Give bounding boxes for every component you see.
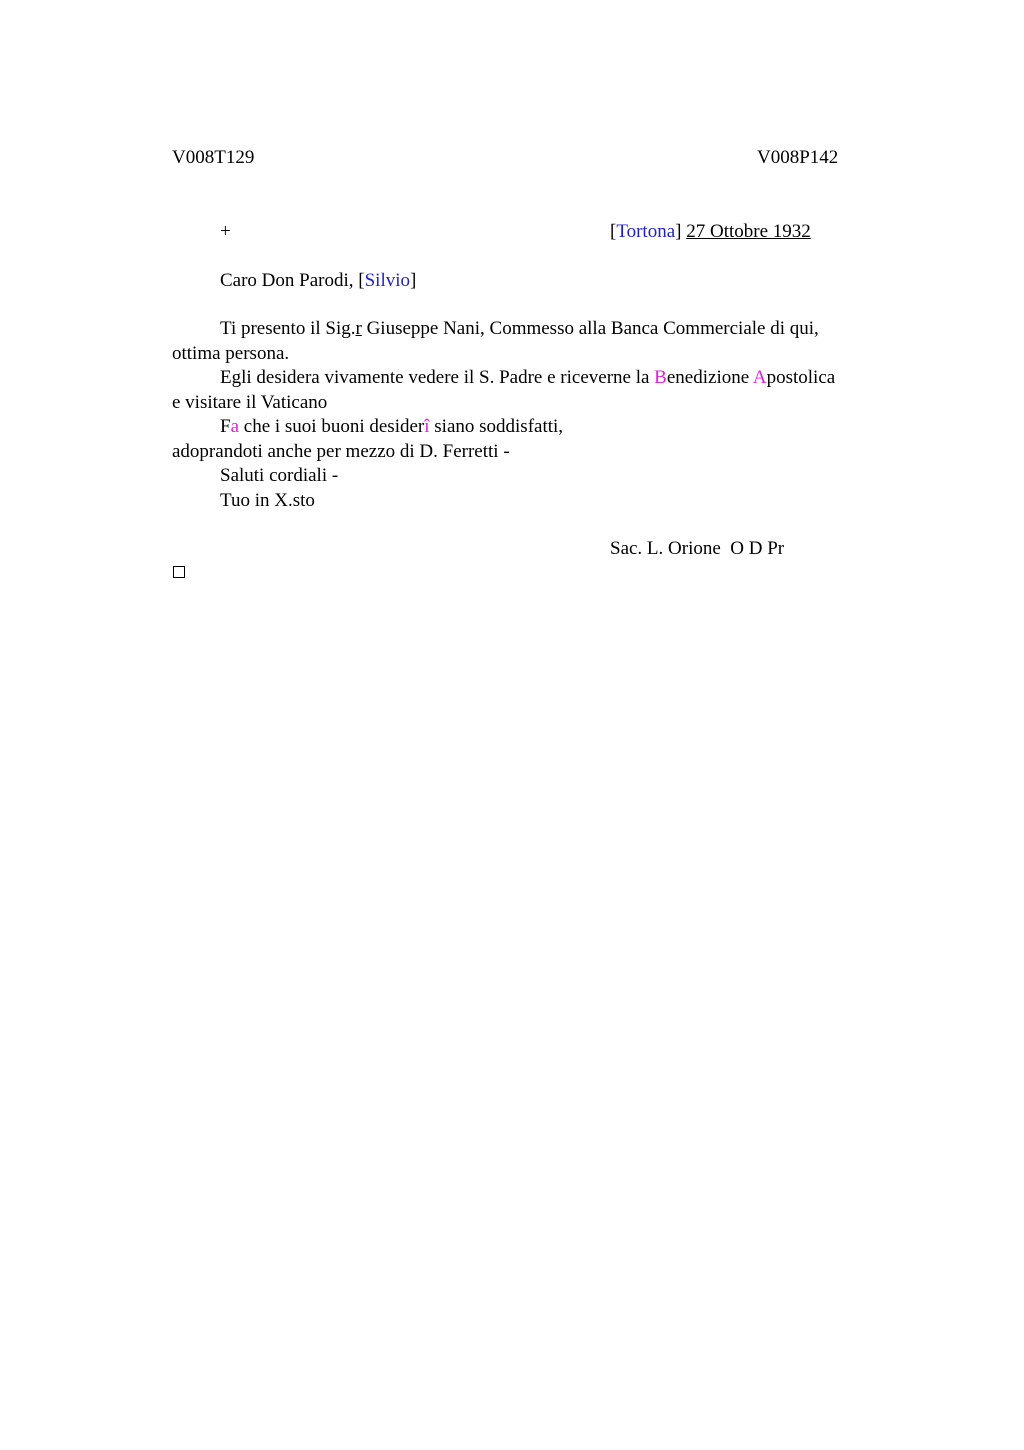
paragraph-2-line-2: e visitare il Vaticano xyxy=(172,392,328,413)
correction-letter: î xyxy=(424,416,430,437)
paragraph-3-line-2: adoprandoti anche per mezzo di D. Ferretti - xyxy=(172,441,510,462)
cross-symbol: + xyxy=(220,221,231,242)
paragraph-1-line-1 xyxy=(220,317,819,341)
salutation-name: Silvio xyxy=(364,270,410,291)
closing-greeting: Saluti cordiali - xyxy=(220,465,339,486)
bracket-open: [ xyxy=(358,270,365,291)
place-date-line xyxy=(610,220,811,244)
salutation xyxy=(220,269,416,293)
place-name: Tortona xyxy=(616,221,676,242)
closing-formula: Tuo in X.sto xyxy=(220,490,315,511)
superscript-r: r xyxy=(355,318,362,339)
text: Giuseppe Nani, Commesso alla Banca Commerciale di qui, xyxy=(361,318,819,339)
paragraph-2-line-1 xyxy=(220,366,835,390)
bracket-close: ] xyxy=(410,270,417,291)
text: F xyxy=(220,416,231,437)
bracket-open: [ xyxy=(610,221,617,242)
text: Ti presento il Sig. xyxy=(220,318,356,339)
paragraph-3-line-1 xyxy=(220,415,563,439)
text: Egli desidera vivamente vedere il S. Padre e riceverne la xyxy=(220,367,655,388)
text: che i suoi buoni desider xyxy=(239,416,425,437)
correction-letter: A xyxy=(752,367,767,388)
bracket-close: ] xyxy=(675,221,682,242)
paragraph-1-line-2: ottima persona. xyxy=(172,343,290,364)
text: enedizione xyxy=(666,367,753,388)
document-code-left: V008T129 xyxy=(172,147,255,168)
text: postolica xyxy=(766,367,836,388)
salutation-text: Caro Don Parodi, xyxy=(220,270,359,291)
document-code-right: V008P142 xyxy=(757,147,839,168)
end-marker-box xyxy=(173,566,185,578)
text: siano soddisfatti, xyxy=(429,416,564,437)
correction-letter: a xyxy=(230,416,240,437)
correction-letter: B xyxy=(654,367,667,388)
signature: Sac. L. Orione O D Pr xyxy=(610,538,785,559)
letter-date: 27 Ottobre 1932 xyxy=(686,221,811,242)
